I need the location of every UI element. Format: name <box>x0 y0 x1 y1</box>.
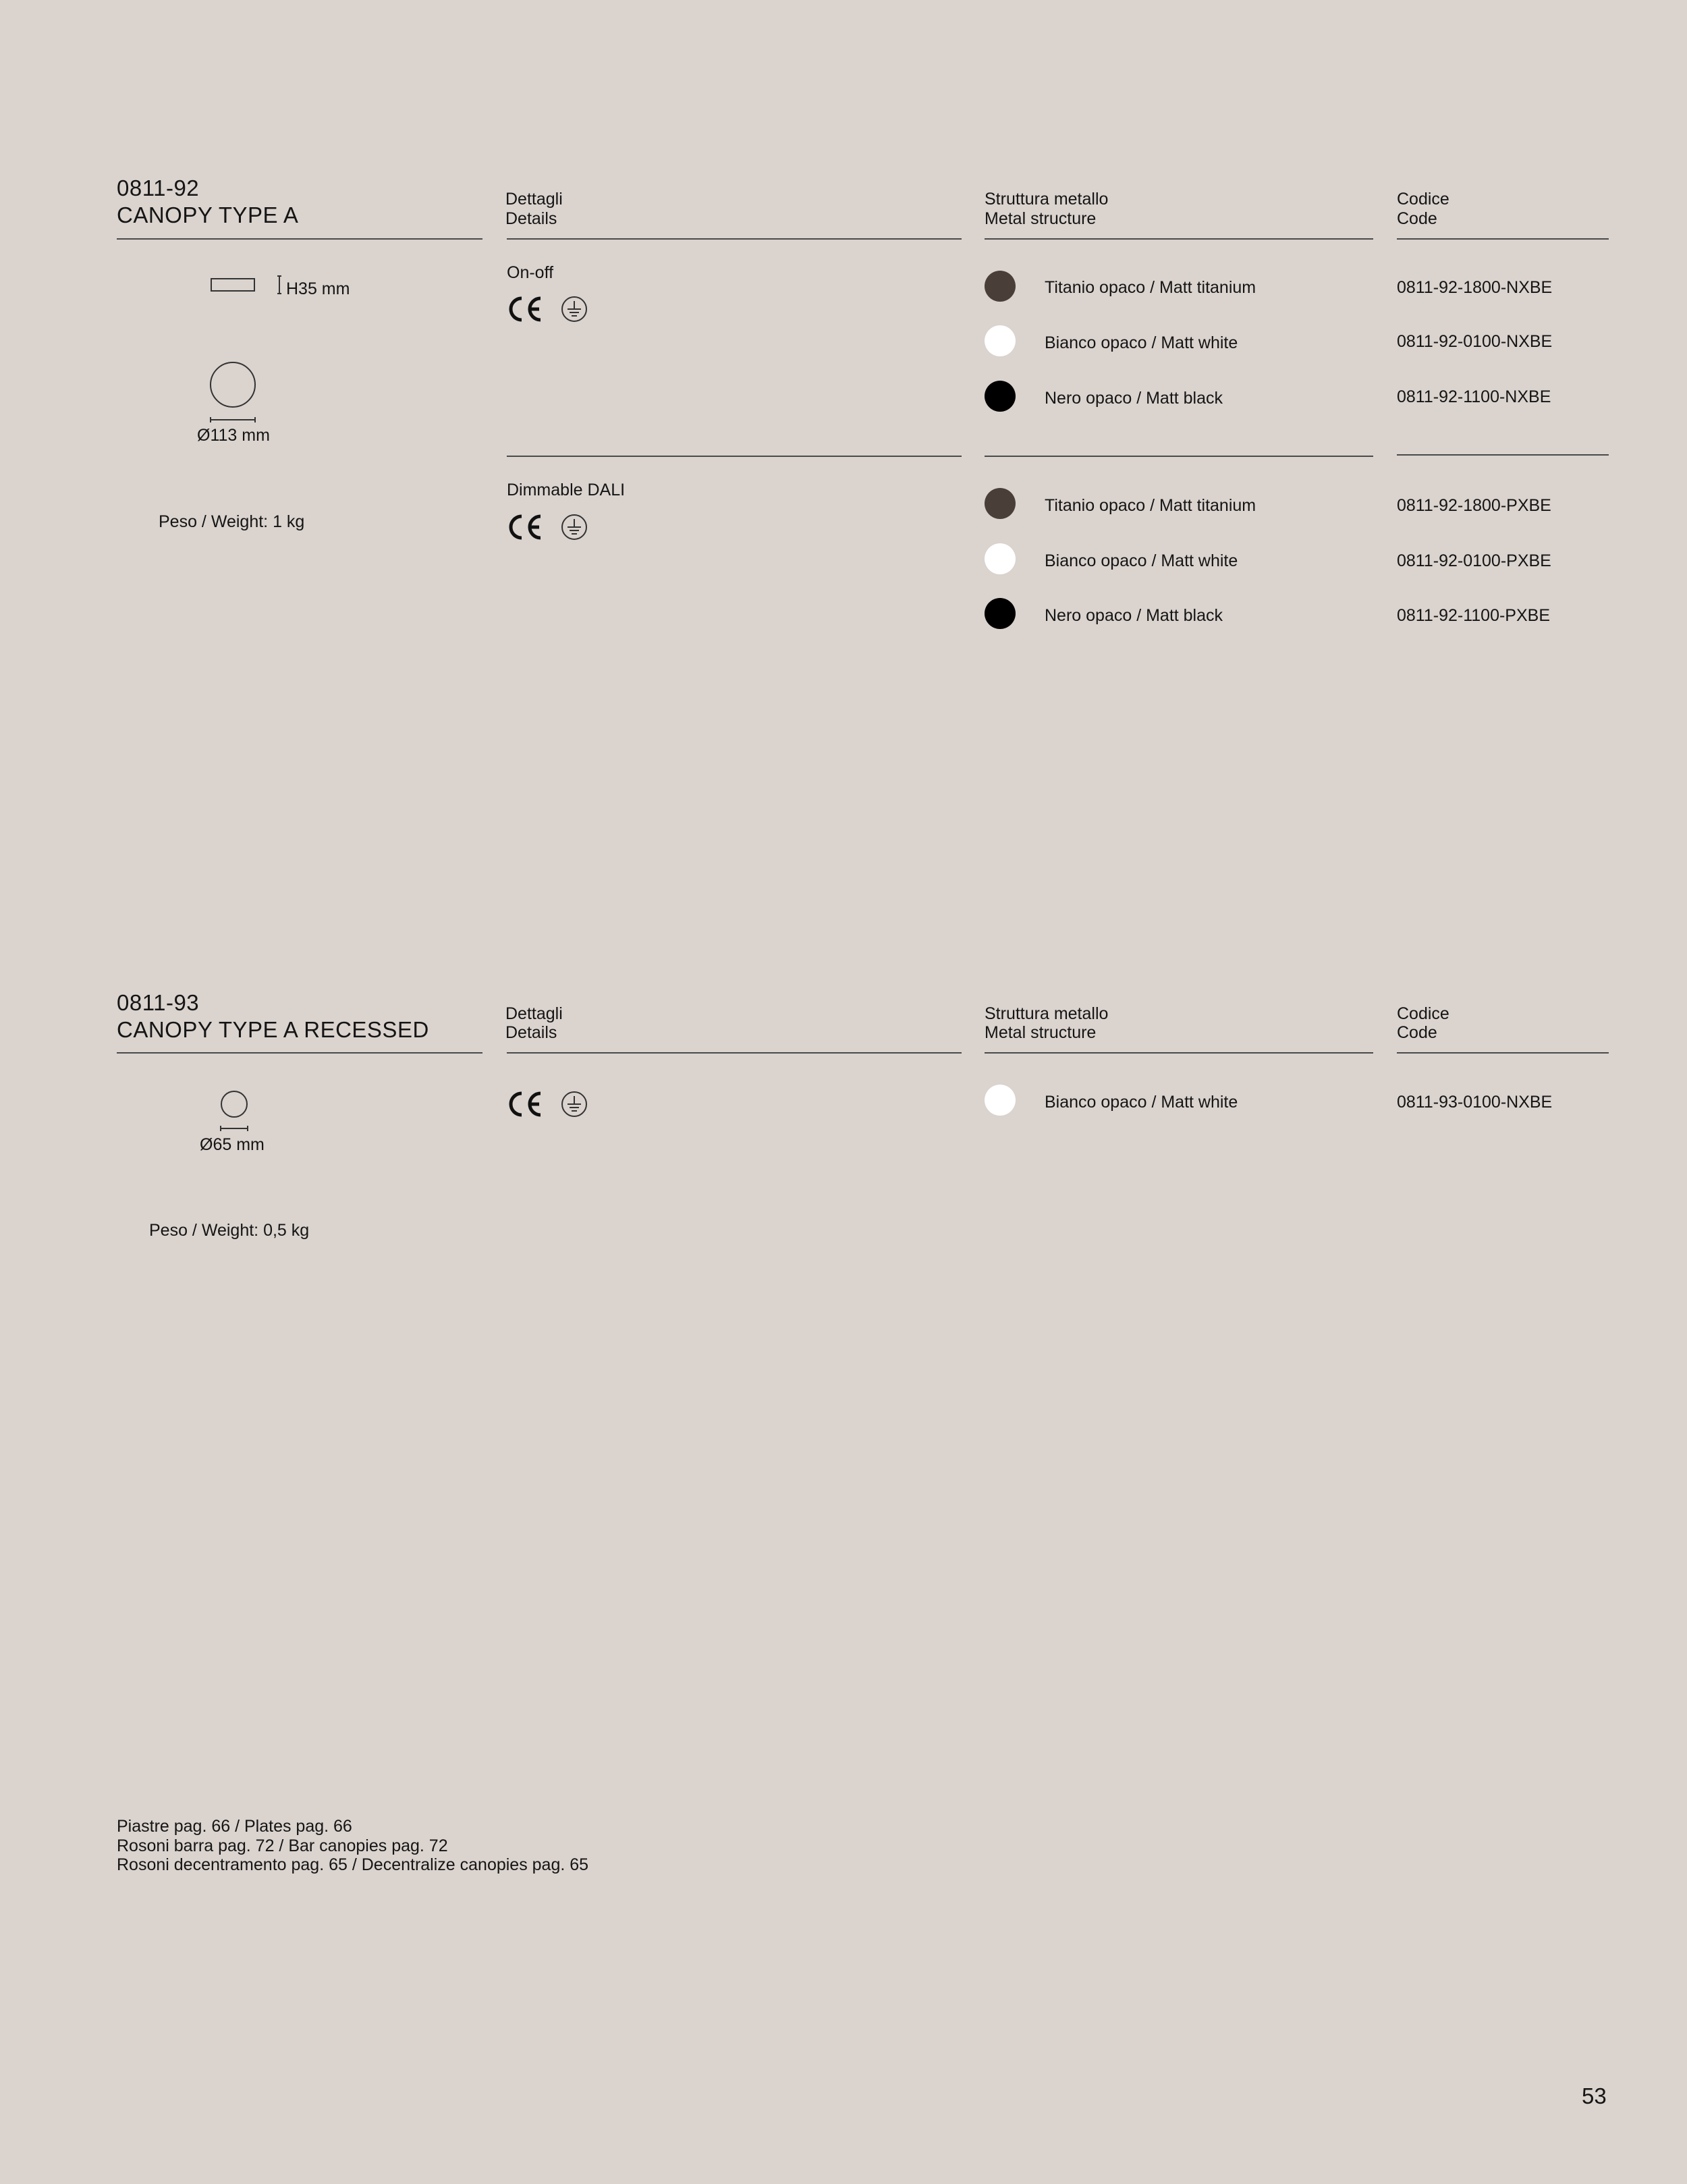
footer-note: Piastre pag. 66 / Plates pag. 66 <box>117 1817 352 1836</box>
details-header-it: Dettagli <box>505 190 563 209</box>
finish-name: Titanio opaco / Matt titanium <box>1045 278 1256 297</box>
header-divider <box>985 238 1373 240</box>
details-header-en: Details <box>505 209 557 228</box>
detail-type-label: On-off <box>507 263 554 282</box>
finish-name: Bianco opaco / Matt white <box>1045 333 1238 352</box>
code-header-it: Codice <box>1397 190 1449 209</box>
product-title: CANOPY TYPE A <box>117 202 299 227</box>
certification-marks <box>507 1090 588 1118</box>
code-header-en: Code <box>1397 1023 1437 1042</box>
certification-marks <box>507 295 588 323</box>
group-divider <box>985 456 1373 457</box>
product-code: 0811-92 <box>117 175 200 200</box>
header-divider <box>507 238 962 240</box>
ground-icon <box>561 514 588 541</box>
metal-header-it: Struttura metallo <box>985 190 1109 209</box>
diameter-dimension: Ø113 mm <box>197 426 270 445</box>
finish-name: Nero opaco / Matt black <box>1045 389 1223 408</box>
height-dimension: H35 mm <box>286 279 350 298</box>
top-view-circle-drawing <box>215 1088 253 1132</box>
article-code: 0811-92-1100-PXBE <box>1397 606 1551 625</box>
product-code: 0811-93 <box>117 990 200 1015</box>
ground-icon <box>561 1091 588 1118</box>
header-divider <box>117 1052 482 1054</box>
group-divider <box>1397 454 1609 456</box>
swatch-titanium <box>985 488 1016 519</box>
finish-name: Bianco opaco / Matt white <box>1045 551 1238 570</box>
metal-header-en: Metal structure <box>985 209 1097 228</box>
ce-mark-icon <box>507 295 545 323</box>
group-divider <box>507 456 962 457</box>
swatch-white <box>985 325 1016 356</box>
footer-note: Rosoni decentramento pag. 65 / Decentralize canopies pag. 65 <box>117 1855 589 1874</box>
article-code: 0811-92-0100-NXBE <box>1397 332 1553 351</box>
finish-name: Nero opaco / Matt black <box>1045 606 1223 625</box>
article-code: 0811-92-0100-PXBE <box>1397 551 1551 570</box>
header-divider <box>1397 1052 1609 1054</box>
ground-icon <box>561 296 588 323</box>
metal-header-en: Metal structure <box>985 1023 1097 1042</box>
page-number: 53 <box>1582 2083 1607 2108</box>
swatch-black <box>985 381 1016 412</box>
finish-name: Titanio opaco / Matt titanium <box>1045 496 1256 515</box>
metal-header-it: Struttura metallo <box>985 1004 1109 1023</box>
swatch-white <box>985 1085 1016 1116</box>
code-header-it: Codice <box>1397 1004 1449 1023</box>
certification-marks <box>507 513 588 541</box>
details-header-en: Details <box>505 1023 557 1042</box>
detail-type-label: Dimmable DALI <box>507 481 626 499</box>
weight-label: Peso / Weight: 1 kg <box>159 512 305 531</box>
cross-reference-notes <box>117 1817 588 1875</box>
header-divider <box>985 1052 1373 1054</box>
ce-mark-icon <box>507 513 545 541</box>
weight-label: Peso / Weight: 0,5 kg <box>149 1221 310 1240</box>
header-divider <box>117 238 482 240</box>
details-header-it: Dettagli <box>505 1004 563 1023</box>
header-divider <box>507 1052 962 1054</box>
swatch-black <box>985 598 1016 629</box>
side-profile-drawing <box>208 273 289 300</box>
swatch-titanium <box>985 271 1016 302</box>
product-title: CANOPY TYPE A RECESSED <box>117 1017 429 1042</box>
header-divider <box>1397 238 1609 240</box>
finish-name: Bianco opaco / Matt white <box>1045 1093 1238 1112</box>
article-code: 0811-92-1100-NXBE <box>1397 387 1551 406</box>
swatch-white <box>985 543 1016 574</box>
ce-mark-icon <box>507 1090 545 1118</box>
footer-note: Rosoni barra pag. 72 / Bar canopies pag. 72 <box>117 1836 448 1855</box>
article-code: 0811-92-1800-NXBE <box>1397 278 1553 297</box>
article-code: 0811-92-1800-PXBE <box>1397 496 1551 515</box>
diameter-dimension: Ø65 mm <box>200 1135 265 1154</box>
article-code: 0811-93-0100-NXBE <box>1397 1093 1553 1112</box>
top-view-circle-drawing <box>204 359 262 422</box>
code-header-en: Code <box>1397 209 1437 228</box>
